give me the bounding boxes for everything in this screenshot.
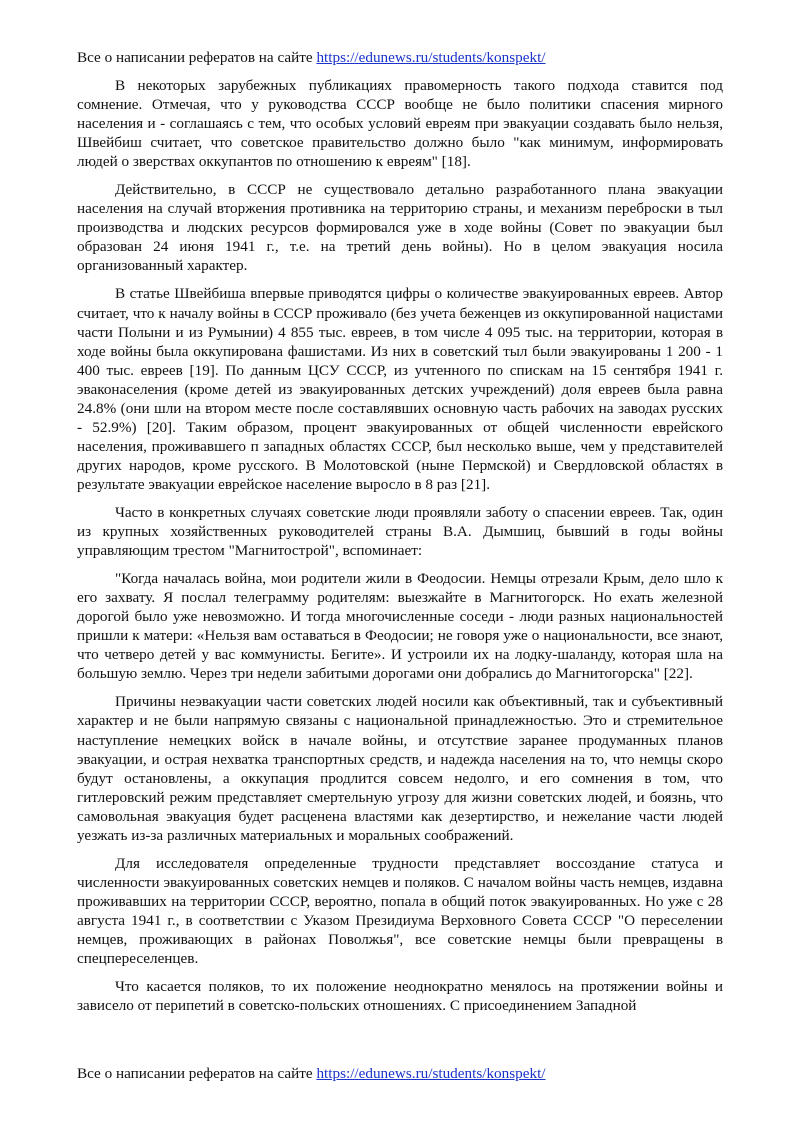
paragraph: В некоторых зарубежных публикациях правомерность такого подхода ставится под сомнение. Отмечая, что у руководства СССР вообще не было политики спасения мирного населения и - соглашаясь с тем, что особых условий евреям при эвакуации создавать было нельзя, Швейбиш считает, что советское правительство должно было "как минимум, информировать людей о зверствах оккупантов по отношению к евреям" [18].	[77, 77, 723, 171]
footer-text: Все о написании рефератов на сайте	[77, 1065, 317, 1082]
footer-link[interactable]: https://edunews.ru/students/konspekt/	[316, 1065, 546, 1082]
header-link[interactable]: https://edunews.ru/students/konspekt/	[316, 49, 546, 66]
quote-paragraph: "Когда началась война, мои родители жили в Феодосии. Немцы отрезали Крым, дело шло к его захвату. Я послал телеграмму родителям: выезжайте в Магнитогорск. Но ехать железной дорогой было уже невозможно. И тогда многочисленные соседи - люди разных национальностей пришли к матери: «Нельзя вам оставаться в Феодосии; не говоря уже о национальности, все знают, что четверо детей у вас коммунисты. Бегите». И устроили их на лодку-шаланду, которая шла на большую землю. Через три недели забитыми дорогами они добрались до Магнитогорска" [22].	[77, 570, 723, 683]
paragraph: Для исследователя определенные трудности представляет воссоздание статуса и численности эвакуированных советских немцев и поляков. С началом войны часть немцев, издавна проживавших на территории СССР, вероятно, попала в общий поток эвакуированных. Но уже с 28 августа 1941 г., в соответствии с Указом Президиума Верховного Совета СССР "О переселении немцев, проживающих в районах Поволжья", все советские немцы были превращены в спецпереселенцев.	[77, 854, 723, 968]
paragraph: Причины неэвакуации части советских людей носили как объективный, так и субъективный характер и не были напрямую связаны с национальной принадлежностью. Это и стремительное наступление немецких войск в начале войны, и отсутствие заранее продуманных планов эвакуации, и острая нехватка транспортных средств, и надежда населения на то, что немцы скоро будут остановлены, а оккупация продлится совсем недолго, и его сомнения в том, что гитлеровский режим представляет смертельную угрозу для жизни советских людей, и боязнь, что самовольная эвакуация будет расценена властями как дезертирство, и нежелание части людей уезжать из-за различных материальных и моральных соображений.	[77, 693, 723, 844]
paragraph: В статье Швейбиша впервые приводятся цифры о количестве эвакуированных евреев. Автор считает, что к началу войны в СССР проживало (без учета беженцев из оккупированной нацистами части Полыни и из Румынии) 4 855 тыс. евреев, в том числе 4 095 тыс. на территории, которая в ходе войны была оккупирована фашистами. Из них в советский тыл были эвакуированы 1 200 - 1 400 тыс. евреев [19]. По данным ЦСУ СССР, из учтенного по спискам на 15 сентября 1941 г. эваконаселения (кроме детей из эвакуированных детских учреждений) доля евреев была равна 24.8% (они шли на втором месте после составлявших основную часть рабочих на заводах русских - 52.9%) [20]. Таким образом, процент эвакуированных от общей численности еврейского населения, проживавшего п западных областях СССР, был несколько выше, чем у представителей других народов, кроме русского. В Молотовской (ныне Пермской) и Свердловской областях в результате эвакуации еврейское население выросло в 8 раз [21].	[77, 285, 723, 493]
document-body	[77, 76, 723, 1024]
page-footer	[77, 1064, 546, 1083]
paragraph: Действительно, в СССР не существовало детально разработанного плана эвакуации населения на случай вторжения противника на территорию страны, и механизм переброски в тыл производства и людских ресурсов формировался уже в ходе войны (Совет по эвакуации был образован 24 июня 1941 г., т.е. на третий день войны). Но в целом эвакуация носила организованный характер.	[77, 181, 723, 275]
paragraph: Часто в конкретных случаях советские люди проявляли заботу о спасении евреев. Так, один из крупных хозяйственных руководителей страны В.А. Дымшиц, бывший в годы войны управляющим трестом "Магнитострой", вспоминает:	[77, 503, 723, 560]
page-header	[77, 48, 546, 67]
paragraph: Что касается поляков, то их положение неоднократно менялось на протяжении войны и зависело от перипетий в советско-польских отношениях. С присоединением Западной	[77, 978, 723, 1015]
header-text: Все о написании рефератов на сайте	[77, 49, 317, 66]
